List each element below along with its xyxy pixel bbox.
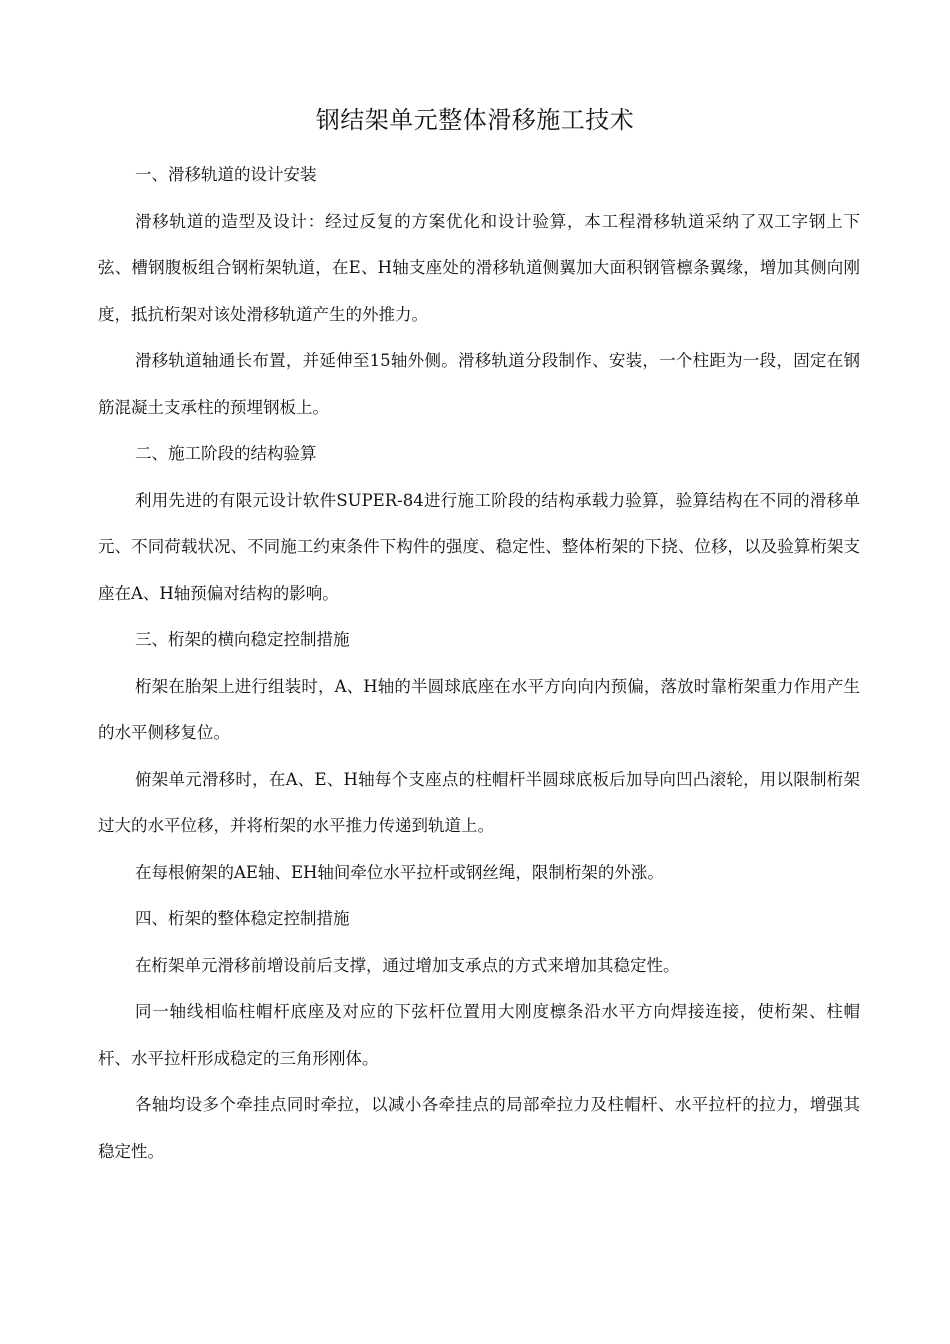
paragraph: 滑移轨道轴通长布置，并延伸至15轴外侧。滑移轨道分段制作、安装，一个柱距为一段，固定在钢筋混凝土支承柱的预埋钢板上。 <box>98 351 860 417</box>
paragraph: 桁架在胎架上进行组装时，A、H轴的半圆球底座在水平方向向内预偏，落放时靠桁架重力作用产生的水平侧移复位。 <box>98 676 860 742</box>
section-heading-1: 一、滑移轨道的设计安装 <box>135 165 317 184</box>
paragraph: 同一轴线相临柱帽杆底座及对应的下弦杆位置用大刚度檩条沿水平方向焊接连接，使桁架、柱帽杆、水平拉杆形成稳定的三角形刚体。 <box>98 1002 860 1068</box>
paragraph: 各轴均设多个牵挂点同时牵拉，以减小各牵挂点的局部牵拉力及柱帽杆、水平拉杆的拉力，增强其稳定性。 <box>98 1095 860 1161</box>
paragraph: 在每根俯架的AE轴、EH轴间牵位水平拉杆或钢丝绳，限制桁架的外涨。 <box>135 862 664 882</box>
section-heading-2: 二、施工阶段的结构验算 <box>135 444 317 463</box>
paragraph: 在桁架单元滑移前增设前后支撑，通过增加支承点的方式来增加其稳定性。 <box>135 955 680 975</box>
document-body <box>98 152 860 1175</box>
paragraph: 滑移轨道的造型及设计：经过反复的方案优化和设计验算，本工程滑移轨道采纳了双工字钢上下弦、槽钢腹板组合钢桁架轨道，在E、H轴支座处的滑移轨道侧翼加大面积钢管檩条翼缘，增加其侧向刚度，抵抗桁架对该处滑移轨道产生的外推力。 <box>98 211 860 324</box>
paragraph: 利用先进的有限元设计软件SUPER-84进行施工阶段的结构承载力验算，验算结构在不同的滑移单元、不同荷载状况、不同施工约束条件下构件的强度、稳定性、整体桁架的下挠、位移，以及验算桁架支座在A、H轴预偏对结构的影响。 <box>98 490 860 603</box>
paragraph: 俯架单元滑移时，在A、E、H轴每个支座点的柱帽杆半圆球底板后加导向凹凸滚轮，用以限制桁架过大的水平位移，并将桁架的水平推力传递到轨道上。 <box>98 769 860 835</box>
section-heading-4: 四、桁架的整体稳定控制措施 <box>135 909 350 928</box>
section-heading-3: 三、桁架的横向稳定控制措施 <box>135 630 350 649</box>
document-title: 钢结架单元整体滑移施工技术 <box>315 106 635 134</box>
